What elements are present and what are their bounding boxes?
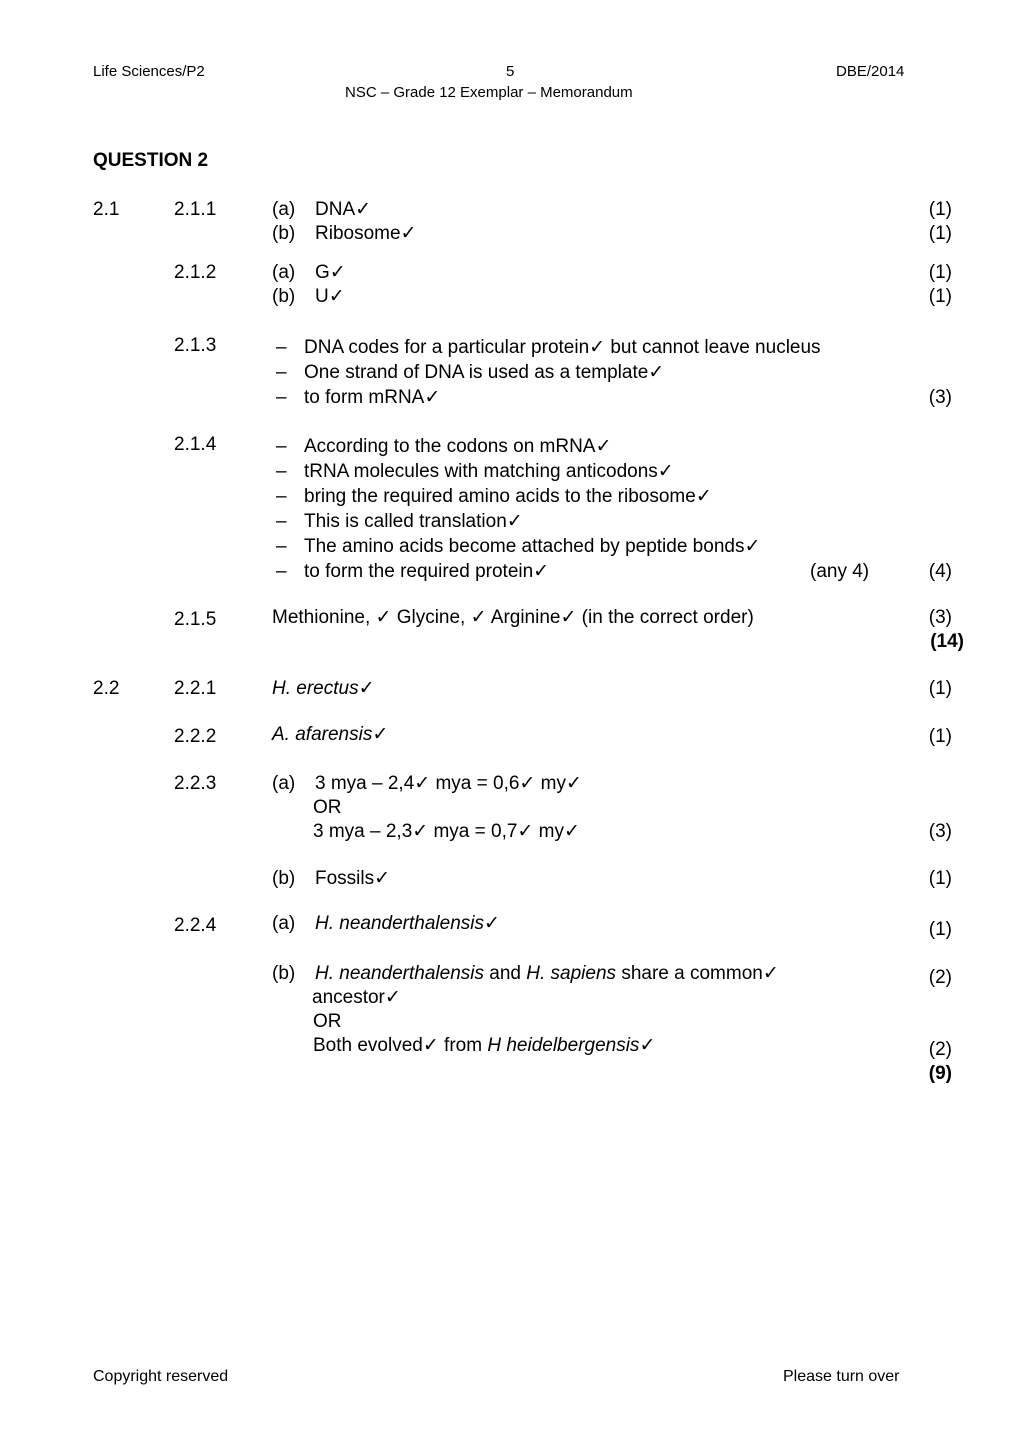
bullet-dash: – — [276, 387, 287, 408]
question-number-2-2: 2.2 — [93, 678, 120, 699]
answer-line: ancestor✓ — [312, 987, 401, 1008]
subquestion-2-1-1: 2.1.1 — [174, 199, 217, 220]
subquestion-2-1-4: 2.1.4 — [174, 434, 217, 455]
mark: (3) — [928, 821, 952, 842]
bullet-dash: – — [276, 362, 287, 383]
species-name: H. sapiens — [526, 963, 617, 984]
tick-mark: ✓ — [484, 913, 500, 934]
option-label-b: (b) — [272, 223, 296, 244]
answer-line: 3 mya – 2,3✓ mya = 0,7✓ my✓ — [313, 821, 580, 842]
tick-mark: ✓ — [639, 1035, 656, 1056]
subquestion-2-2-2: 2.2.2 — [174, 726, 217, 747]
answer-line: This is called translation✓ — [304, 511, 523, 532]
answer-line: tRNA molecules with matching anticodons✓ — [304, 461, 674, 482]
answer-text: Fossils✓ — [315, 868, 391, 889]
mark: (1) — [928, 286, 952, 307]
answer-line: The amino acids become attached by peptide bonds✓ — [304, 536, 761, 557]
subquestion-2-1-2: 2.1.2 — [174, 262, 217, 283]
answer-text — [272, 723, 388, 747]
mark: (1) — [928, 868, 952, 889]
subquestion-2-2-4: 2.2.4 — [174, 915, 217, 936]
bullet-dash: – — [276, 561, 287, 582]
answer-pre: Both evolved✓ from — [313, 1035, 488, 1056]
species-name: A. afarensis — [272, 724, 373, 745]
or-text: OR — [313, 1011, 342, 1032]
answer-text: DNA✓ — [315, 199, 372, 220]
species-name: H. neanderthalensis — [315, 963, 484, 984]
bullet-dash: – — [276, 536, 287, 557]
mark: (4) — [928, 561, 952, 582]
bullet-dash: – — [276, 511, 287, 532]
bullet-dash: – — [276, 486, 287, 507]
any-note: (any 4) — [810, 561, 870, 582]
mark: (1) — [928, 223, 952, 244]
footer-right: Please turn over — [783, 1368, 900, 1385]
mark: (1) — [928, 678, 952, 699]
mark: (3) — [928, 607, 952, 628]
option-label-a: (a) — [272, 262, 296, 283]
option-label-a: (a) — [272, 199, 296, 220]
question-number-2-1: 2.1 — [93, 199, 120, 220]
section-total: (14) — [930, 631, 964, 652]
answer-rest: share a common✓ — [616, 963, 779, 984]
mark: (1) — [928, 726, 952, 747]
bullet-dash: – — [276, 337, 287, 358]
footer-left: Copyright reserved — [93, 1368, 229, 1385]
mark: (1) — [928, 262, 952, 283]
answer-text — [315, 912, 500, 936]
answer-text — [272, 677, 375, 701]
bullet-dash: – — [276, 436, 287, 457]
answer-line: DNA codes for a particular protein✓ but cannot leave nucleus — [304, 337, 821, 358]
answer-line — [315, 962, 779, 986]
answer-line: According to the codons on mRNA✓ — [304, 436, 612, 457]
option-label-a: (a) — [272, 773, 296, 794]
mark: (3) — [928, 387, 952, 408]
answer-line: to form the required protein✓ — [304, 561, 550, 582]
mark: (1) — [928, 199, 952, 220]
or-text: OR — [313, 797, 342, 818]
species-name: H heidelbergensis — [487, 1035, 640, 1056]
answer-line — [313, 1034, 655, 1058]
option-label-b: (b) — [272, 963, 296, 984]
section-total: (9) — [928, 1063, 952, 1084]
tick-mark: ✓ — [358, 678, 375, 699]
option-label-b: (b) — [272, 286, 296, 307]
answer-line: 3 mya – 2,4✓ mya = 0,6✓ my✓ — [315, 773, 582, 794]
tick-mark: ✓ — [372, 724, 389, 745]
question-title: QUESTION 2 — [93, 150, 209, 171]
species-name: H. neanderthalensis — [315, 913, 484, 934]
subquestion-2-2-1: 2.2.1 — [174, 678, 217, 699]
subquestion-2-1-3: 2.1.3 — [174, 335, 217, 356]
option-label-a: (a) — [272, 913, 296, 934]
subquestion-2-1-5: 2.1.5 — [174, 609, 217, 630]
header-subtitle: NSC – Grade 12 Exemplar – Memorandum — [345, 84, 633, 101]
page-number: 5 — [506, 63, 515, 80]
answer-text: G✓ — [315, 262, 346, 283]
answer-line: One strand of DNA is used as a template✓ — [304, 362, 665, 383]
bullet-dash: – — [276, 461, 287, 482]
mark: (2) — [928, 1039, 952, 1060]
conjunction: and — [484, 963, 527, 984]
answer-text: U✓ — [315, 286, 345, 307]
mark: (2) — [928, 967, 952, 988]
species-name: H. erectus — [272, 678, 359, 699]
answer-line: bring the required amino acids to the ribosome✓ — [304, 486, 712, 507]
answer-text: Methionine, ✓ Glycine, ✓ Arginine✓ (in the correct order) — [272, 607, 754, 628]
option-label-b: (b) — [272, 868, 296, 889]
header-left: Life Sciences/P2 — [93, 63, 205, 80]
answer-line: to form mRNA✓ — [304, 387, 441, 408]
subquestion-2-2-3: 2.2.3 — [174, 773, 217, 794]
mark: (1) — [928, 919, 952, 940]
answer-text: Ribosome✓ — [315, 223, 417, 244]
header-right: DBE/2014 — [836, 63, 905, 80]
